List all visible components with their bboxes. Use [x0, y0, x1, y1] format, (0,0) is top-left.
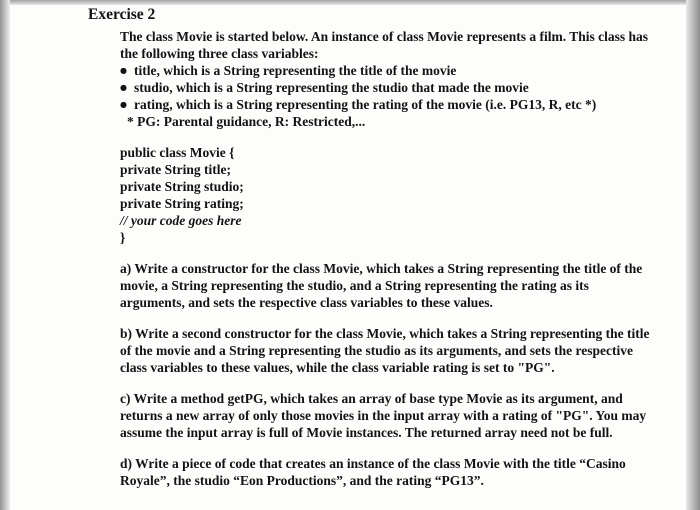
bullet-icon: ●	[120, 100, 127, 109]
exercise-body	[120, 28, 650, 489]
code-line: private String title;	[120, 162, 231, 177]
bullet-icon: ●	[120, 83, 127, 92]
question-d: d) Write a piece of code that creates an instance of the class Movie with the title “Casino Royale”, the studio “Eon Productions”, and the rating “PG13”.	[120, 456, 626, 488]
bullet-icon: ●	[120, 66, 127, 75]
question-c: c) Write a method getPG, which takes an array of base type Movie as its argument, and returns a new array of only those movies in the input array with a rating of "PG". You may assume the input array is full of Movie instances. The returned array need not be full.	[120, 391, 647, 440]
scan-edge-right	[686, 0, 700, 510]
intro-paragraph: The class Movie is started below. An instance of class Movie represents a film. This class has the following three class variables:	[120, 29, 648, 61]
list-item	[120, 96, 650, 113]
scan-edge-left	[0, 0, 10, 510]
exercise-title: Exercise 2	[88, 6, 156, 23]
class-variable-list	[120, 62, 650, 113]
list-item	[120, 79, 650, 96]
code-line: private String studio;	[120, 179, 244, 194]
bullet-text-studio: studio, which is a String representing the studio that made the movie	[134, 80, 529, 95]
code-line: private String rating;	[120, 196, 244, 211]
code-block	[120, 144, 650, 246]
document-content	[88, 5, 654, 503]
question-a: a) Write a constructor for the class Movie, which takes a String representing the title of the movie, a String representing the studio, and a String representing the rating as its arguments, and sets the respective class variables to these values.	[120, 261, 643, 310]
bullet-text-title: title, which is a String representing the title of the movie	[134, 63, 457, 78]
code-line: }	[120, 230, 126, 245]
question-b: b) Write a second constructor for the class Movie, which takes a String representing the title of the movie and a String representing the studio as its arguments, and sets the respective class variables to these values, while the class variable rating is set to "PG".	[120, 326, 650, 375]
code-line-comment: // your code goes here	[120, 213, 242, 228]
code-line: public class Movie {	[120, 145, 235, 160]
bullet-text-rating: rating, which is a String representing the rating of the movie (i.e. PG13, R, etc *)	[134, 97, 597, 112]
list-item	[120, 62, 650, 79]
rating-footnote: * PG: Parental guidance, R: Restricted,...	[127, 114, 366, 129]
